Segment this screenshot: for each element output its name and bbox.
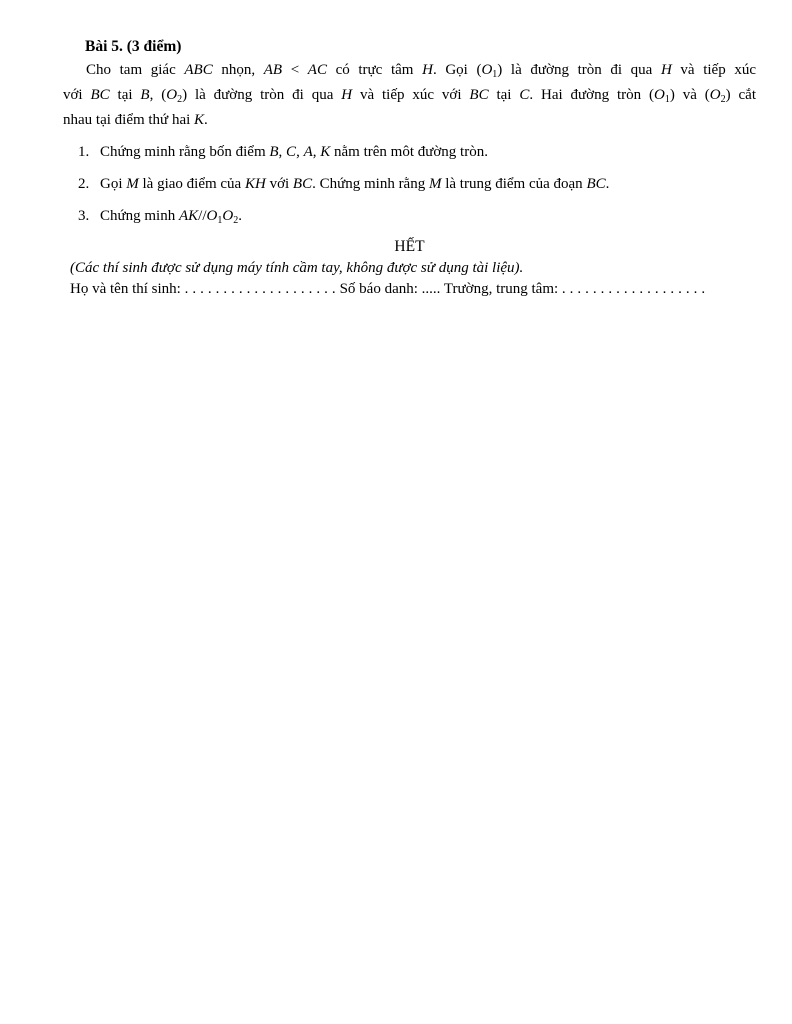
end-marker: HẾT [394, 238, 425, 255]
question-text: Chứng minh $AK//O_1O_2$. [100, 208, 242, 226]
question-list [63, 142, 756, 231]
statement-line-2: với BC tại B, $(O_2)$ là đường tròn đi qua H và tiếp xúc với BC tại C. Hai đường tròn $(O_1)$ và $(O_2)$ cắt [63, 87, 757, 105]
exam-note: (Các thí sinh được sử dụng máy tính cầm tay, không được sử dụng tài liệu). [70, 260, 524, 276]
question-number: 2. [78, 176, 90, 192]
question-item-1 [63, 142, 756, 163]
question-text: Gọi M là giao điểm của KH với BC. Chứng minh rằng M là trung điểm của đoạn BC. [100, 176, 610, 192]
document-content [63, 36, 756, 300]
question-number: 3. [78, 208, 90, 224]
question-item-2 [63, 174, 756, 195]
question-item-3 [63, 206, 756, 231]
question-number: 1. [78, 144, 90, 160]
statement-line-3: nhau tại điểm thứ hai K. [63, 112, 208, 128]
problem-heading: Bài 5. (3 điểm) [85, 38, 182, 55]
problem-statement [63, 60, 756, 131]
candidate-info-line: Họ và tên thí sinh: ....................Số báo danh: ..... Trường, trung tâm: ................... [70, 281, 710, 297]
question-text: Chứng minh rằng bốn điểm B, C, A, K nằm trên môt đường tròn. [100, 144, 488, 160]
statement-line-1: Cho tam giác ABC nhọn, AB < AC có trực tâm H. Gọi $(O_1)$ là đường tròn đi qua H và tiếp xúc [86, 62, 756, 80]
